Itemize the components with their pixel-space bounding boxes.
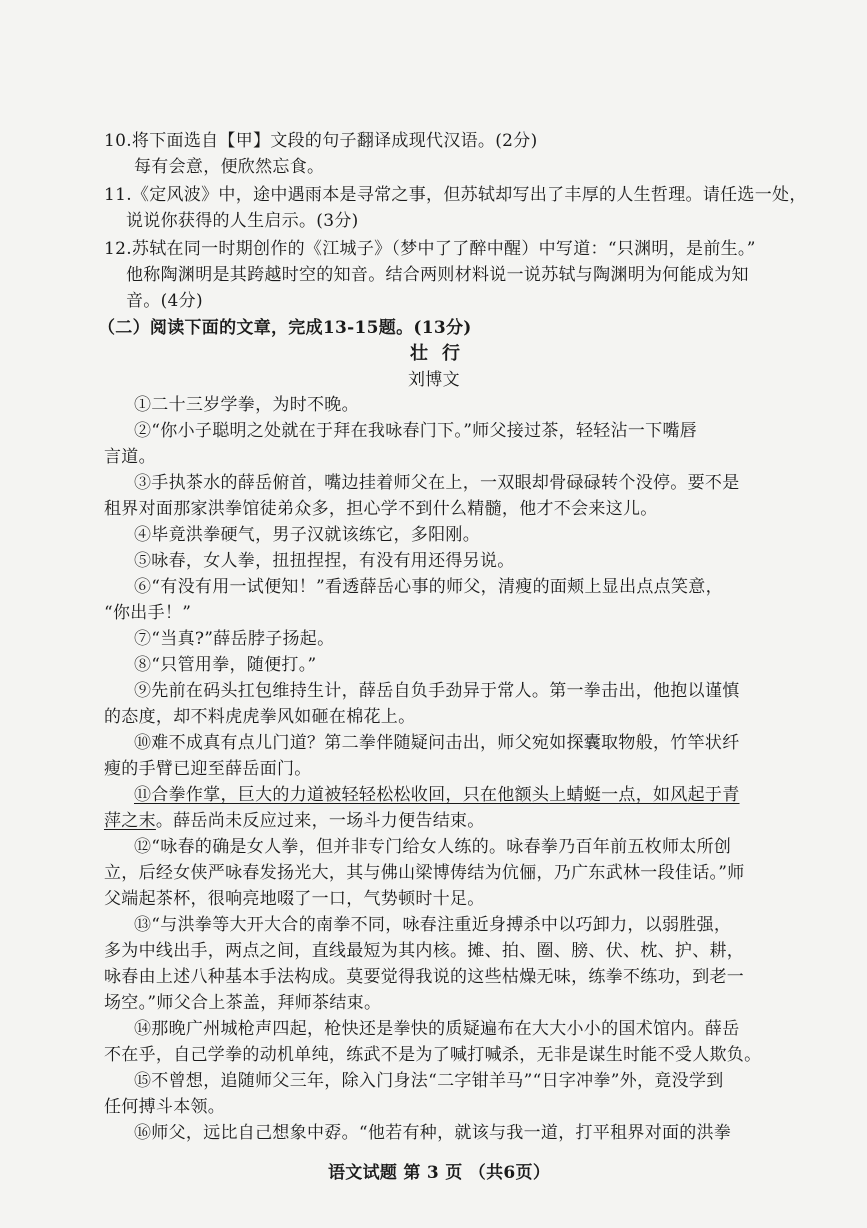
page-footer: 语文试题 第 3 页 （共6页）	[328, 1163, 551, 1183]
paragraph-3-line2: 租界对面那家洪拳馆徒弟众多，担心学不到什么精髓，他才不会来这儿。	[104, 499, 658, 519]
question-11-line2: 说说你获得的人生启示。(3分)	[126, 211, 359, 231]
question-12-line3: 音。(4分)	[126, 291, 203, 311]
article-title: 壮行	[410, 343, 474, 364]
paragraph-9-line2: 的态度，却不料虎虎拳风如砸在棉花上。	[104, 707, 416, 727]
question-12-line2: 他称陶渊明是其跨越时空的知音。结合两则材料说一说苏轼与陶渊明为何能成为知	[126, 265, 749, 285]
paragraph-14-line1: ⑭那晚广州城枪声四起，枪快还是拳快的质疑遍布在大大小小的国术馆内。薛岳	[134, 1019, 740, 1039]
question-11-line1: 11.《定风波》中，途中遇雨本是寻常之事，但苏轼却写出了丰厚的人生哲理。请任选一处，	[104, 185, 807, 205]
paragraph-12-line2: 立，后经女侠严咏春发扬光大，其与佛山梁博俦结为伉俪，乃广东武林一段佳话。”师	[104, 863, 745, 883]
paragraph-13-line4: 场空。”师父合上茶盖，拜师茶结束。	[104, 993, 382, 1013]
section-header: （二）阅读下面的文章，完成13-15题。(13分)	[98, 318, 472, 338]
paragraph-1: ①二十三岁学拳，为时不晚。	[134, 395, 359, 415]
paragraph-5: ⑤咏春，女人拳，扭扭捏捏，有没有用还得另说。	[134, 551, 515, 571]
paragraph-13-line3: 咏春由上述八种基本手法构成。莫要觉得我说的这些枯燥无味，练拳不练功，到老一	[104, 967, 745, 987]
paragraph-11-underlined-end: 萍之末	[104, 811, 156, 831]
paragraph-2-line2: 言道。	[104, 447, 156, 467]
paragraph-10-line1: ⑩难不成真有点儿门道？第二拳伴随疑问击出，师父宛如探囊取物般，竹竿状纤	[134, 733, 740, 753]
paragraph-15-line2: 任何搏斗本领。	[104, 1097, 226, 1117]
paragraph-12-line3: 父端起茶杯，很响亮地啜了一口，气势顿时十足。	[104, 889, 485, 909]
paragraph-4: ④毕竟洪拳硬气，男子汉就该练它，多阳刚。	[134, 525, 480, 545]
paragraph-2-line1: ②“你小子聪明之处就在于拜在我咏春门下。”师父接过茶，轻轻沾一下嘴唇	[134, 421, 698, 441]
paragraph-11-line2	[104, 810, 485, 832]
paragraph-14-line2: 不在乎，自己学拳的动机单纯，练武不是为了喊打喊杀，无非是谋生时能不受人欺负。	[104, 1045, 762, 1065]
paragraph-3-line1: ③手执茶水的薛岳俯首，嘴边挂着师父在上，一双眼却骨碌碌转个没停。要不是	[134, 473, 740, 493]
paragraph-10-line2: 瘦的手臂已迎至薛岳面门。	[104, 759, 312, 779]
paragraph-6-line1: ⑥“有没有用一试便知！”看透薛岳心事的师父，清瘦的面颊上显出点点笑意，	[134, 577, 723, 597]
question-10: 10.将下面选自【甲】文段的句子翻译成现代汉语。(2分)	[104, 131, 538, 151]
article-author: 刘博文	[408, 370, 460, 390]
paragraph-8: ⑧“只管用拳，随便打。”	[134, 655, 317, 675]
paragraph-13-line1: ⑬“与洪拳等大开大合的南拳不同，咏春注重近身搏杀中以巧卸力，以弱胜强，	[134, 915, 732, 935]
paragraph-9-line1: ⑨先前在码头扛包维持生计，薛岳自负手劲异于常人。第一拳击出，他抱以谨慎	[134, 681, 740, 701]
paragraph-15-line1: ⑮不曾想，追随师父三年，除入门身法“二字钳羊马”“日字冲拳”外，竟没学到	[134, 1071, 724, 1091]
paragraph-7: ⑦“当真?”薛岳脖子扬起。	[134, 629, 335, 649]
question-12-line1: 12.苏轼在同一时期创作的《江城子》（梦中了了醉中醒）中写道：“只渊明，是前生。”	[104, 239, 756, 259]
question-10-sentence: 每有会意，便欣然忘食。	[134, 157, 325, 177]
paragraph-16-line1: ⑯师父，远比自己想象中孬。“他若有种，就该与我一道，打平租界对面的洪拳	[134, 1123, 732, 1143]
paragraph-6-line2: “你出手！”	[104, 603, 192, 623]
paragraph-11-line2-rest: 。薛岳尚未反应过来，一场斗力便告结束。	[155, 811, 485, 831]
paragraph-13-line2: 多为中线出手，两点之间，直线最短为其内核。摊、拍、圈、膀、伏、枕、护、耕，	[104, 941, 745, 961]
paragraph-12-line1: ⑫“咏春的确是女人拳，但并非专门给女人练的。咏春拳乃百年前五枚师太所创	[134, 837, 732, 857]
paragraph-11-line1-underlined: ⑪合拳作掌，巨大的力道被轻轻松松收回，只在他额头上蜻蜓一点，如风起于青	[134, 785, 740, 805]
